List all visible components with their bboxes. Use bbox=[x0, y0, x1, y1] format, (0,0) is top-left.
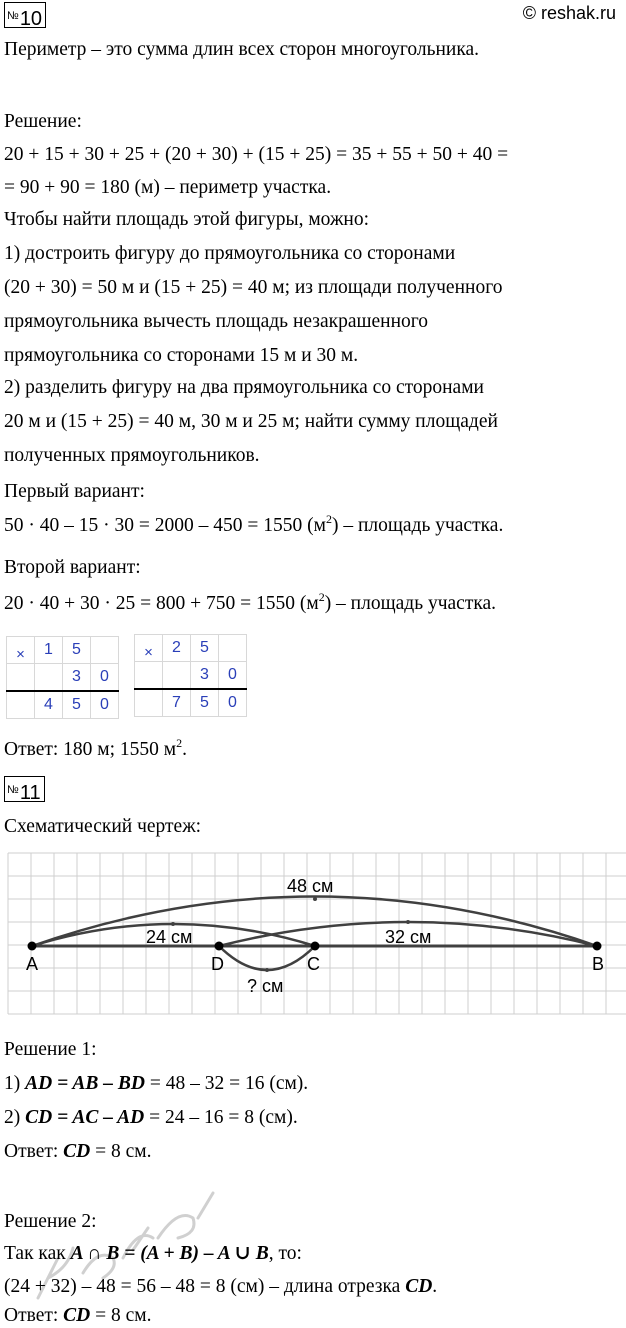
answer2-value: = 8 см. bbox=[90, 1305, 152, 1326]
segment-drawing bbox=[0, 850, 626, 1020]
s2-step2-text: (24 + 32) – 48 = 56 – 48 = 8 (см) – длина отрезка bbox=[4, 1276, 406, 1297]
task-number: 11 bbox=[19, 782, 41, 804]
variant1-label: Первый вариант: bbox=[4, 481, 145, 502]
label-point-a: A bbox=[26, 954, 39, 974]
point-b-dot bbox=[593, 942, 602, 951]
solution1-step2 bbox=[4, 1106, 298, 1130]
digit-cell bbox=[135, 689, 163, 717]
step2-prefix: 2) bbox=[4, 1107, 26, 1128]
variant1-calc bbox=[4, 514, 503, 538]
method1-line-2: (20 + 30) = 50 м и (15 + 25) = 40 м; из площади полученного bbox=[4, 277, 503, 298]
solution2-label: Решение 2: bbox=[4, 1211, 97, 1232]
digit-cell bbox=[135, 662, 163, 690]
digit-cell: 2 bbox=[163, 635, 191, 662]
arc-dc-unknown bbox=[219, 946, 315, 970]
perimeter-line-2: = 90 + 90 = 180 (м) – периметр участка. bbox=[4, 177, 332, 198]
answer1-segment: CD bbox=[63, 1141, 91, 1162]
digit-cell: 7 bbox=[163, 689, 191, 717]
s2-step1-rest: , то: bbox=[268, 1243, 302, 1264]
s2-step2-tail: . bbox=[432, 1276, 438, 1297]
digit-cell bbox=[7, 691, 35, 719]
answer2-prefix: Ответ: bbox=[4, 1305, 64, 1326]
method1-line-1: 1) достроить фигуру до прямоугольника со сторонами bbox=[4, 243, 456, 264]
solution2-step1 bbox=[4, 1242, 302, 1266]
point-a-dot bbox=[28, 942, 37, 951]
variant1-calc-text: 50 · 40 – 15 · 30 = 2000 – 450 = 1550 (м bbox=[4, 515, 326, 536]
multiply-sign-icon: × bbox=[7, 637, 35, 664]
task-number-badge bbox=[4, 776, 45, 802]
variant2-tail: ) – площадь участка. bbox=[324, 593, 497, 614]
label-48: 48 см bbox=[287, 876, 334, 896]
answer1-prefix: Ответ: bbox=[4, 1141, 64, 1162]
method2-line-2: 20 м и (15 + 25) = 40 м, 30 м и 25 м; найти сумму площадей bbox=[4, 411, 498, 432]
solution-label: Решение: bbox=[4, 111, 82, 132]
area-intro: Чтобы найти площадь этой фигуры, можно: bbox=[4, 209, 370, 230]
label-24: 24 см bbox=[146, 927, 193, 947]
s2-step1-prefix: Так как bbox=[4, 1243, 71, 1264]
solution2-step2 bbox=[4, 1275, 437, 1299]
label-point-b: B bbox=[592, 954, 605, 974]
method1-line-4: прямоугольника со сторонами 15 м и 30 м. bbox=[4, 345, 359, 366]
solution1-step1 bbox=[4, 1072, 308, 1096]
answer1-value: = 8 см. bbox=[90, 1141, 152, 1162]
variant2-label: Второй вариант: bbox=[4, 557, 141, 578]
step2-result: = 24 – 16 = 8 (см). bbox=[144, 1107, 298, 1128]
step1-formula: AD = AB – BD bbox=[25, 1073, 145, 1094]
digit-cell bbox=[7, 664, 35, 692]
digit-cell: 1 bbox=[35, 637, 63, 664]
digit-cell bbox=[163, 662, 191, 690]
digit-cell bbox=[91, 637, 119, 664]
arc-ab-midpoint bbox=[313, 897, 317, 901]
task10-answer-text: Ответ: 180 м; 1550 м bbox=[4, 739, 177, 760]
definition: Периметр – это сумма длин всех сторон многоугольника. bbox=[4, 39, 480, 60]
digit-cell: 4 bbox=[35, 691, 63, 719]
point-c-dot bbox=[311, 942, 320, 951]
digit-cell bbox=[35, 664, 63, 692]
method1-line-3: прямоугольника вычесть площадь незакрашенного bbox=[4, 311, 429, 332]
arc-db-midpoint bbox=[406, 920, 410, 924]
solution1-answer bbox=[4, 1140, 152, 1164]
drawing-label: Схематический чертеж: bbox=[4, 816, 202, 837]
label-32: 32 см bbox=[385, 927, 432, 947]
digit-cell: 5 bbox=[63, 637, 91, 664]
variant1-exponent: 2 bbox=[325, 512, 332, 526]
step2-formula: CD = AC – AD bbox=[25, 1107, 145, 1128]
digit-cell: 0 bbox=[91, 691, 119, 719]
task-number: 10 bbox=[19, 8, 43, 30]
variant2-calc-text: 20 · 40 + 30 · 25 = 800 + 750 = 1550 (м bbox=[4, 593, 319, 614]
method2-line-1: 2) разделить фигуру на два прямоугольника со сторонами bbox=[4, 377, 484, 398]
answer2-segment: CD bbox=[63, 1305, 91, 1326]
step1-result: = 48 – 32 = 16 (см). bbox=[144, 1073, 309, 1094]
solution2-answer bbox=[4, 1304, 152, 1328]
variant2-calc bbox=[4, 592, 496, 616]
digit-cell: 0 bbox=[219, 662, 247, 690]
label-point-d: D bbox=[211, 954, 224, 974]
arc-ac-midpoint bbox=[171, 922, 175, 926]
multiplication-15x30 bbox=[6, 636, 119, 719]
arc-dc-midpoint bbox=[265, 968, 269, 972]
step1-prefix: 1) bbox=[4, 1073, 26, 1094]
number-sign-icon: № bbox=[7, 784, 19, 796]
digit-cell: 0 bbox=[219, 689, 247, 717]
task10-answer bbox=[4, 738, 187, 762]
label-unknown: ? см bbox=[247, 976, 284, 996]
digit-cell bbox=[219, 635, 247, 662]
digit-cell: 5 bbox=[63, 691, 91, 719]
variant1-tail: ) – площадь участка. bbox=[331, 515, 504, 536]
digit-cell: 3 bbox=[191, 662, 219, 690]
digit-cell: 5 bbox=[191, 689, 219, 717]
label-point-c: C bbox=[307, 954, 320, 974]
multiply-sign-icon: × bbox=[135, 635, 163, 662]
method2-line-3: полученных прямоугольников. bbox=[4, 445, 260, 466]
multiplication-25x30 bbox=[134, 634, 247, 717]
task10-answer-exponent: 2 bbox=[176, 736, 183, 750]
solution1-label: Решение 1: bbox=[4, 1039, 97, 1060]
digit-cell: 0 bbox=[91, 664, 119, 692]
digit-cell: 5 bbox=[191, 635, 219, 662]
point-d-dot bbox=[215, 942, 224, 951]
arc-ab-48 bbox=[32, 897, 597, 947]
s2-step1-formula: A ∩ B = (A + B) – A ∪ B bbox=[70, 1243, 269, 1264]
site-watermark-text: © reshak.ru bbox=[522, 3, 616, 23]
number-sign-icon: № bbox=[7, 10, 19, 22]
perimeter-line-1: 20 + 15 + 30 + 25 + (20 + 30) + (15 + 25) = 35 + 55 + 50 + 40 = bbox=[4, 144, 509, 165]
task10-answer-tail: . bbox=[182, 739, 188, 760]
variant2-exponent: 2 bbox=[318, 590, 325, 604]
task-number-badge bbox=[4, 2, 46, 28]
digit-cell: 3 bbox=[63, 664, 91, 692]
s2-step2-segment: CD bbox=[405, 1276, 433, 1297]
